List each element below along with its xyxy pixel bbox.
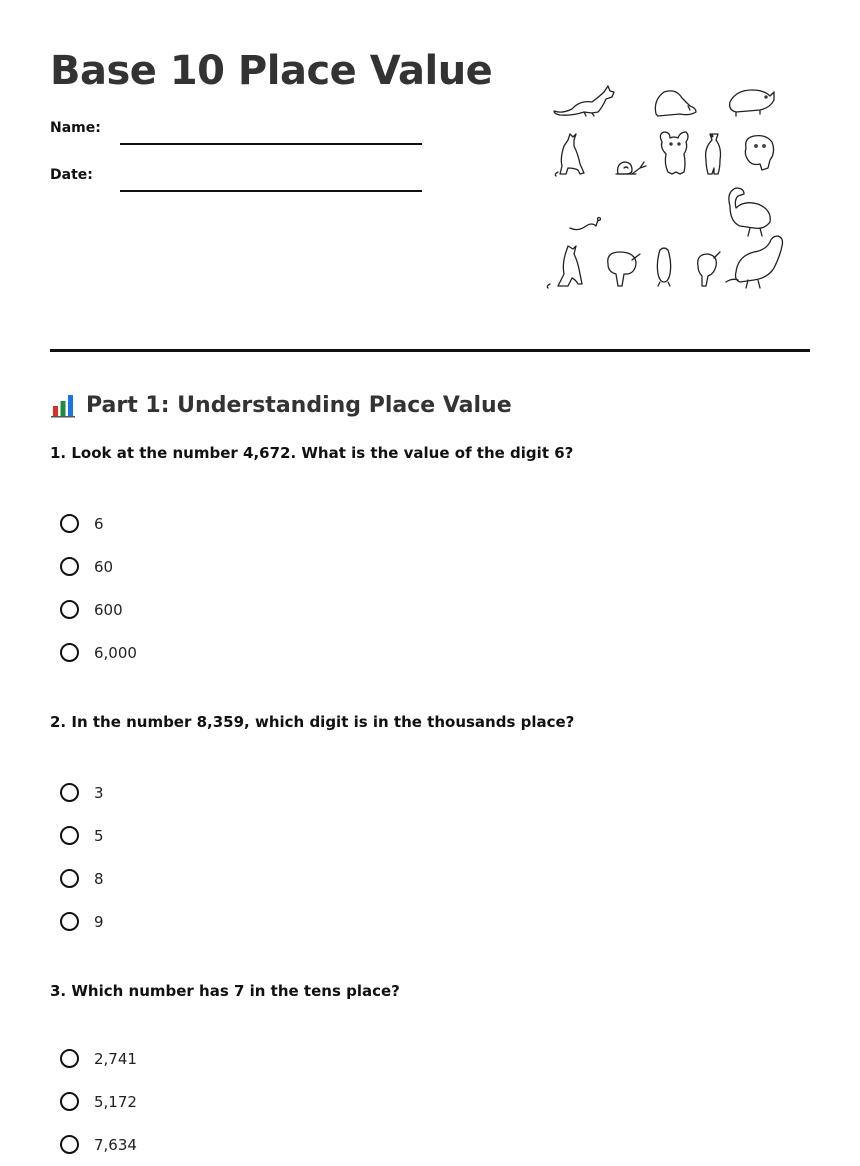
section-heading bbox=[50, 390, 512, 420]
penguin-icon bbox=[657, 248, 670, 286]
small-creature-icon bbox=[570, 218, 601, 230]
option-label: 8 bbox=[94, 869, 104, 888]
option-q3-c[interactable] bbox=[60, 1123, 460, 1166]
option-q2-c[interactable] bbox=[60, 857, 460, 900]
page-title: Base 10 Place Value bbox=[50, 48, 493, 94]
question-3 bbox=[50, 982, 810, 1161]
radio-button[interactable] bbox=[60, 912, 79, 931]
question-3-options bbox=[60, 1037, 460, 1166]
bar-chart-icon bbox=[50, 392, 76, 418]
option-q1-d[interactable] bbox=[60, 631, 460, 674]
koala-icon bbox=[660, 132, 688, 174]
cassowary-icon bbox=[608, 252, 640, 286]
radio-button[interactable] bbox=[60, 1092, 79, 1111]
question-1-options bbox=[60, 502, 460, 674]
australian-animals-icon bbox=[540, 76, 790, 296]
option-label: 60 bbox=[94, 557, 114, 576]
date-line[interactable] bbox=[120, 190, 422, 192]
option-q1-a[interactable] bbox=[60, 502, 460, 545]
question-1 bbox=[50, 444, 810, 684]
option-label: 9 bbox=[94, 912, 104, 931]
lemur-icon bbox=[745, 136, 773, 170]
option-q2-d[interactable] bbox=[60, 900, 460, 943]
radio-button[interactable] bbox=[60, 643, 79, 662]
option-label: 3 bbox=[94, 783, 104, 802]
meerkat-icon bbox=[706, 134, 721, 174]
option-label: 5,172 bbox=[94, 1092, 137, 1111]
option-label: 7,634 bbox=[94, 1135, 137, 1154]
kangaroo-standing-icon bbox=[555, 134, 584, 176]
section-title: Part 1: Understanding Place Value bbox=[86, 392, 512, 418]
option-label: 6 bbox=[94, 514, 104, 533]
emu-icon bbox=[729, 188, 770, 236]
kangaroo-icon bbox=[547, 246, 582, 288]
option-q3-a[interactable] bbox=[60, 1037, 460, 1080]
option-q1-b[interactable] bbox=[60, 545, 460, 588]
radio-button[interactable] bbox=[60, 600, 79, 619]
wombat-icon bbox=[655, 91, 696, 116]
date-label: Date: bbox=[50, 167, 93, 183]
name-field[interactable] bbox=[50, 120, 422, 150]
cassowary-small-icon bbox=[698, 252, 720, 286]
snail-icon bbox=[616, 162, 646, 174]
option-label: 600 bbox=[94, 600, 123, 619]
name-line[interactable] bbox=[120, 143, 422, 145]
section-divider bbox=[50, 349, 810, 352]
question-2-text: 2. In the number 8,359, which digit is in the thousands place? bbox=[50, 713, 575, 731]
radio-button[interactable] bbox=[60, 514, 79, 533]
question-3-text: 3. Which number has 7 in the tens place? bbox=[50, 982, 400, 1000]
option-q1-c[interactable] bbox=[60, 588, 460, 631]
quokka-icon bbox=[730, 90, 774, 116]
name-label: Name: bbox=[50, 120, 101, 136]
radio-button[interactable] bbox=[60, 826, 79, 845]
radio-button[interactable] bbox=[60, 783, 79, 802]
option-q3-b[interactable] bbox=[60, 1080, 460, 1123]
radio-button[interactable] bbox=[60, 557, 79, 576]
kangaroo-lying-icon bbox=[554, 86, 614, 116]
question-2-options bbox=[60, 771, 460, 943]
question-1-text: 1. Look at the number 4,672. What is the value of the digit 6? bbox=[50, 444, 574, 462]
option-q2-b[interactable] bbox=[60, 814, 460, 857]
radio-button[interactable] bbox=[60, 1135, 79, 1154]
option-label: 2,741 bbox=[94, 1049, 137, 1068]
option-label: 6,000 bbox=[94, 643, 137, 662]
emu-large-icon bbox=[726, 236, 783, 288]
option-label: 5 bbox=[94, 826, 104, 845]
radio-button[interactable] bbox=[60, 1049, 79, 1068]
question-2 bbox=[50, 713, 810, 953]
option-q2-a[interactable] bbox=[60, 771, 460, 814]
radio-button[interactable] bbox=[60, 869, 79, 888]
date-field[interactable] bbox=[50, 167, 422, 197]
